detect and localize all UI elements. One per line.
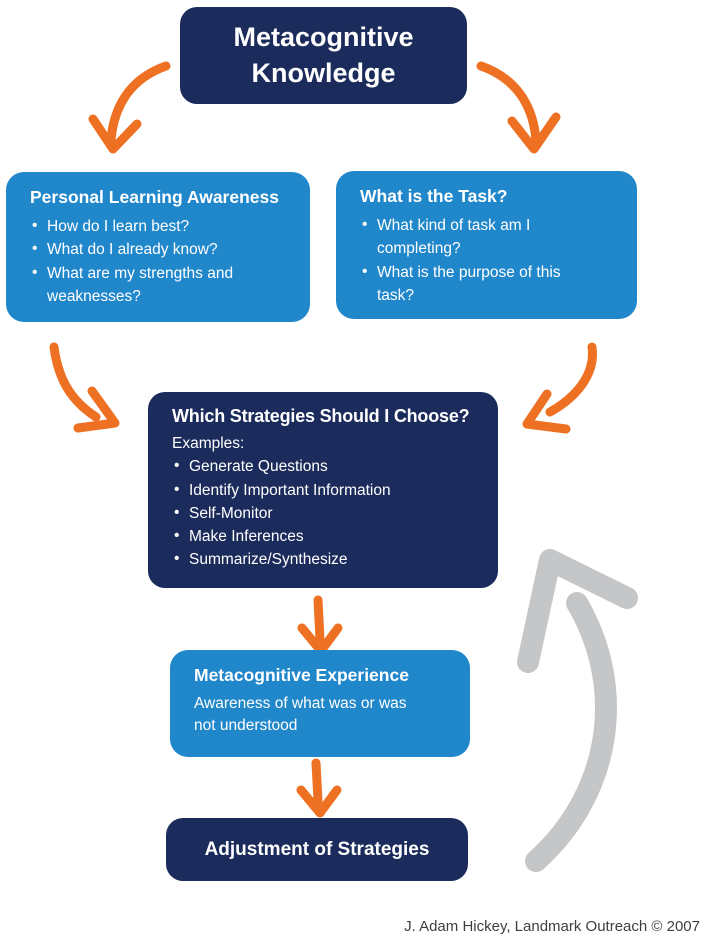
- node-intro: Examples:: [172, 435, 245, 452]
- node-heading: Personal Learning Awareness: [30, 187, 279, 207]
- bullet-item: • Make Inferences: [172, 525, 478, 548]
- bullet-item: • Summarize/Synthesize: [172, 548, 478, 571]
- node-which-strategies: [148, 392, 498, 588]
- bullet-item: • What kind of task am I completing?: [360, 214, 575, 261]
- arrow-experience-to-adjustment-icon: [301, 763, 337, 813]
- node-bullet-list: [360, 214, 575, 307]
- arrow-task-to-strategies-icon: [527, 347, 592, 429]
- bullet-item: • Self-Monitor: [172, 502, 478, 525]
- bullet-item: • What do I already know?: [30, 238, 290, 261]
- node-heading: What is the Task?: [360, 186, 508, 206]
- bullet-item: • What is the purpose of this task?: [360, 261, 575, 308]
- node-personal-learning-awareness: [6, 172, 310, 322]
- bullet-item: • What are my strengths and weaknesses?: [30, 262, 290, 309]
- node-heading: Metacognitive Experience: [194, 665, 409, 685]
- node-what-is-the-task: [336, 171, 637, 319]
- node-heading: Which Strategies Should I Choose?: [172, 406, 470, 426]
- root-node-label: Metacognitive Knowledge: [233, 22, 414, 88]
- arrow-root-to-personal-icon: [93, 66, 166, 149]
- node-bullet-list: [172, 455, 478, 571]
- bullet-item: • How do I learn best?: [30, 215, 290, 238]
- credit-line: J. Adam Hickey, Landmark Outreach © 2007: [404, 918, 700, 935]
- feedback-loop-arrow-icon: [528, 560, 627, 861]
- arrow-strategies-to-experience-icon: [302, 600, 338, 651]
- arrow-root-to-task-icon: [481, 66, 556, 149]
- node-bullet-list: [30, 215, 290, 308]
- node-adjustment-of-strategies: [166, 818, 468, 881]
- root-node-metacognitive-knowledge: [180, 7, 467, 104]
- arrow-personal-to-strategies-icon: [54, 347, 115, 428]
- node-description: Awareness of what was or was not understood: [194, 695, 407, 735]
- node-label: Adjustment of Strategies: [204, 838, 430, 860]
- bullet-item: • Identify Important Information: [172, 479, 478, 502]
- node-metacognitive-experience: [170, 650, 470, 757]
- bullet-item: • Generate Questions: [172, 455, 478, 478]
